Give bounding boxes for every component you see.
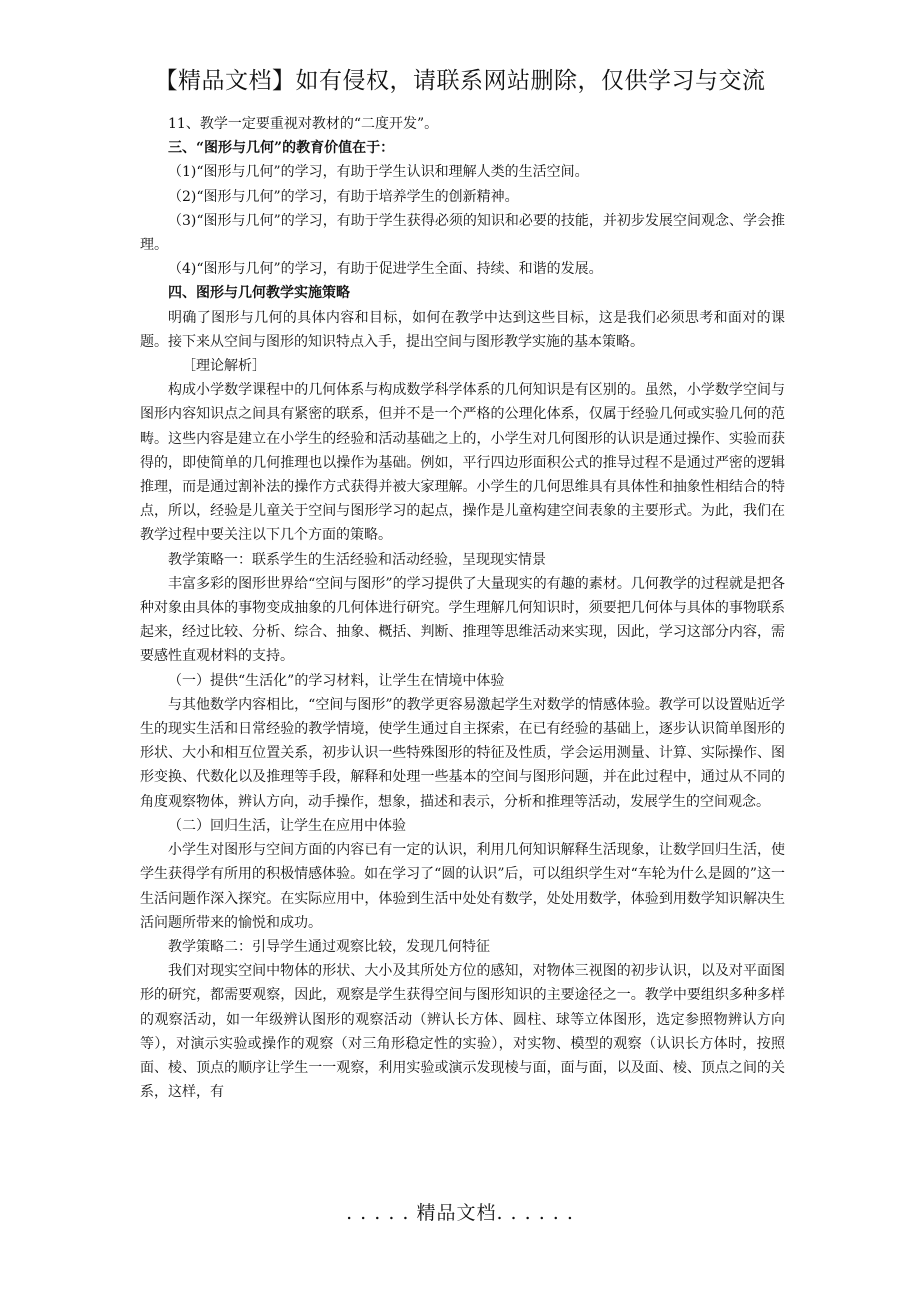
- intro-paragraph: 明确了图形与几何的具体内容和目标，如何在教学中达到这些目标，这是我们必须思考和面对的课题。接下来从空间与图形的知识特点入手，提出空间与图形教学实施的基本策略。: [140, 309, 785, 350]
- value-item-2: （2)“图形与几何”的学习，有助于培养学生的创新精神。: [168, 188, 519, 205]
- item-11: 11、教学一定要重视对教材的“二度开发”。: [168, 116, 439, 132]
- subsection-2-paragraph: 小学生对图形与空间方面的内容已有一定的认识，利用几何知识解释生活现象，让数学回归生活，使学生获得学有所用的积极情感体验。如在学习了“圆的认识”后，可以组织学生对“车轮为什么是圆的”这一生活问题作深入探究。在实际应用中，体验到生活中处处有数学，处处用数学，体验到用数学知识解决生活问题所带来的愉悦和成功。: [140, 842, 785, 931]
- page-banner: 【精品文档】如有侵权，请联系网站删除，仅供学习与交流: [154, 68, 766, 94]
- section-4-heading: 四、图形与几何教学实施策略: [168, 285, 350, 302]
- theory-label: ［理论解析］: [182, 358, 266, 375]
- strategy-2-heading: 教学策略二：引导学生通过观察比较，发现几何特征: [168, 938, 490, 955]
- page-footer: . . . . . 精品文档. . . . . .: [346, 1202, 574, 1224]
- strategy-2-paragraph: 我们对现实空间中物体的形状、大小及其所处方位的感知，对物体三视图的初步认识，以及对平面图形的研究，都需要观察，因此，观察是学生获得空间与图形知识的主要途径之一。教学中要组织多种多样的观察活动，如一年级辨认图形的观察活动（辨认长方体、圆柱、球等立体图形，选定参照物辨认方向等），对演示实验或操作的观察（对三角形稳定性的实验），对实物、模型的观察（认识长方体时，按照面、棱、顶点的顺序让学生一一观察，利用实验或演示发现棱与面，面与面，以及面、棱、顶点之间的关系，这样，有: [140, 963, 785, 1101]
- value-item-1: （1)“图形与几何”的学习，有助于学生认识和理解人类的生活空间。: [168, 164, 589, 181]
- strategy-1-paragraph: 丰富多彩的图形世界给“空间与图形”的学习提供了大量现实的有趣的素材。几何教学的过程就是把各种对象由具体的事物变成抽象的几何体进行研究。学生理解几何知识时，须要把几何体与具体的事物联系起来，经过比较、分析、综合、抽象、概括、判断、推理等思维活动来实现，因此，学习这部分内容，需要感性直观材料的支持。: [140, 575, 785, 665]
- theory-paragraph: 构成小学数学课程中的几何体系与构成数学科学体系的几何知识是有区别的。虽然，小学数学空间与图形内容知识点之间具有紧密的联系，但并不是一个严格的公理化体系，仅属于经验几何或实验几何的范畴。这些内容是建立在小学生的经验和活动基础之上的，小学生对几何图形的认识是通过操作、实验而获得的，即使简单的几何推理也以操作为基础。例如，平行四边形面积公式的推导过程不是通过严密的逻辑推理，而是通过割补法的操作方式获得并被大家理解。小学生的几何思维具有具体性和抽象性相结合的特点，所以，经验是儿童关于空间与图形学习的起点，操作是儿童构建空间表象的主要形式。为此，我们在教学过程中要关注以下几个方面的策略。: [140, 382, 785, 544]
- strategy-1-heading: 教学策略一：联系学生的生活经验和活动经验，呈现现实情景: [168, 551, 546, 568]
- subsection-1-paragraph: 与其他数学内容相比，“空间与图形”的教学更容易激起学生对数学的情感体验。教学可以设置贴近学生的现实生活和日常经验的教学情境，使学生通过自主探索，在已有经验的基础上，逐步认识简单图形的形状、大小和相互位置关系，初步认识一些特殊图形的特征及性质，学会运用测量、计算、实际操作、图形变换、代数化以及推理等手段，解释和处理一些基本的空间与图形问题，并在此过程中，通过从不同的角度观察物体，辨认方向，动手操作，想象，描述和表示，分析和推理等活动，发展学生的空间观念。: [140, 696, 785, 810]
- section-3-heading: 三、“图形与几何”的教育价值在于：: [168, 140, 395, 157]
- document-body: [140, 112, 785, 1104]
- subsection-1-heading: （一）提供“生活化”的学习材料，让学生在情境中体验: [168, 672, 505, 689]
- value-item-3: （3)“图形与几何”的学习，有助于学生获得必须的知识和必要的技能，并初步发展空间观念、学会推理。: [140, 212, 785, 254]
- value-item-4: （4)“图形与几何”的学习，有助于促进学生全面、持续、和谐的发展。: [168, 261, 603, 278]
- subsection-2-heading: （二）回归生活，让学生在应用中体验: [168, 817, 406, 834]
